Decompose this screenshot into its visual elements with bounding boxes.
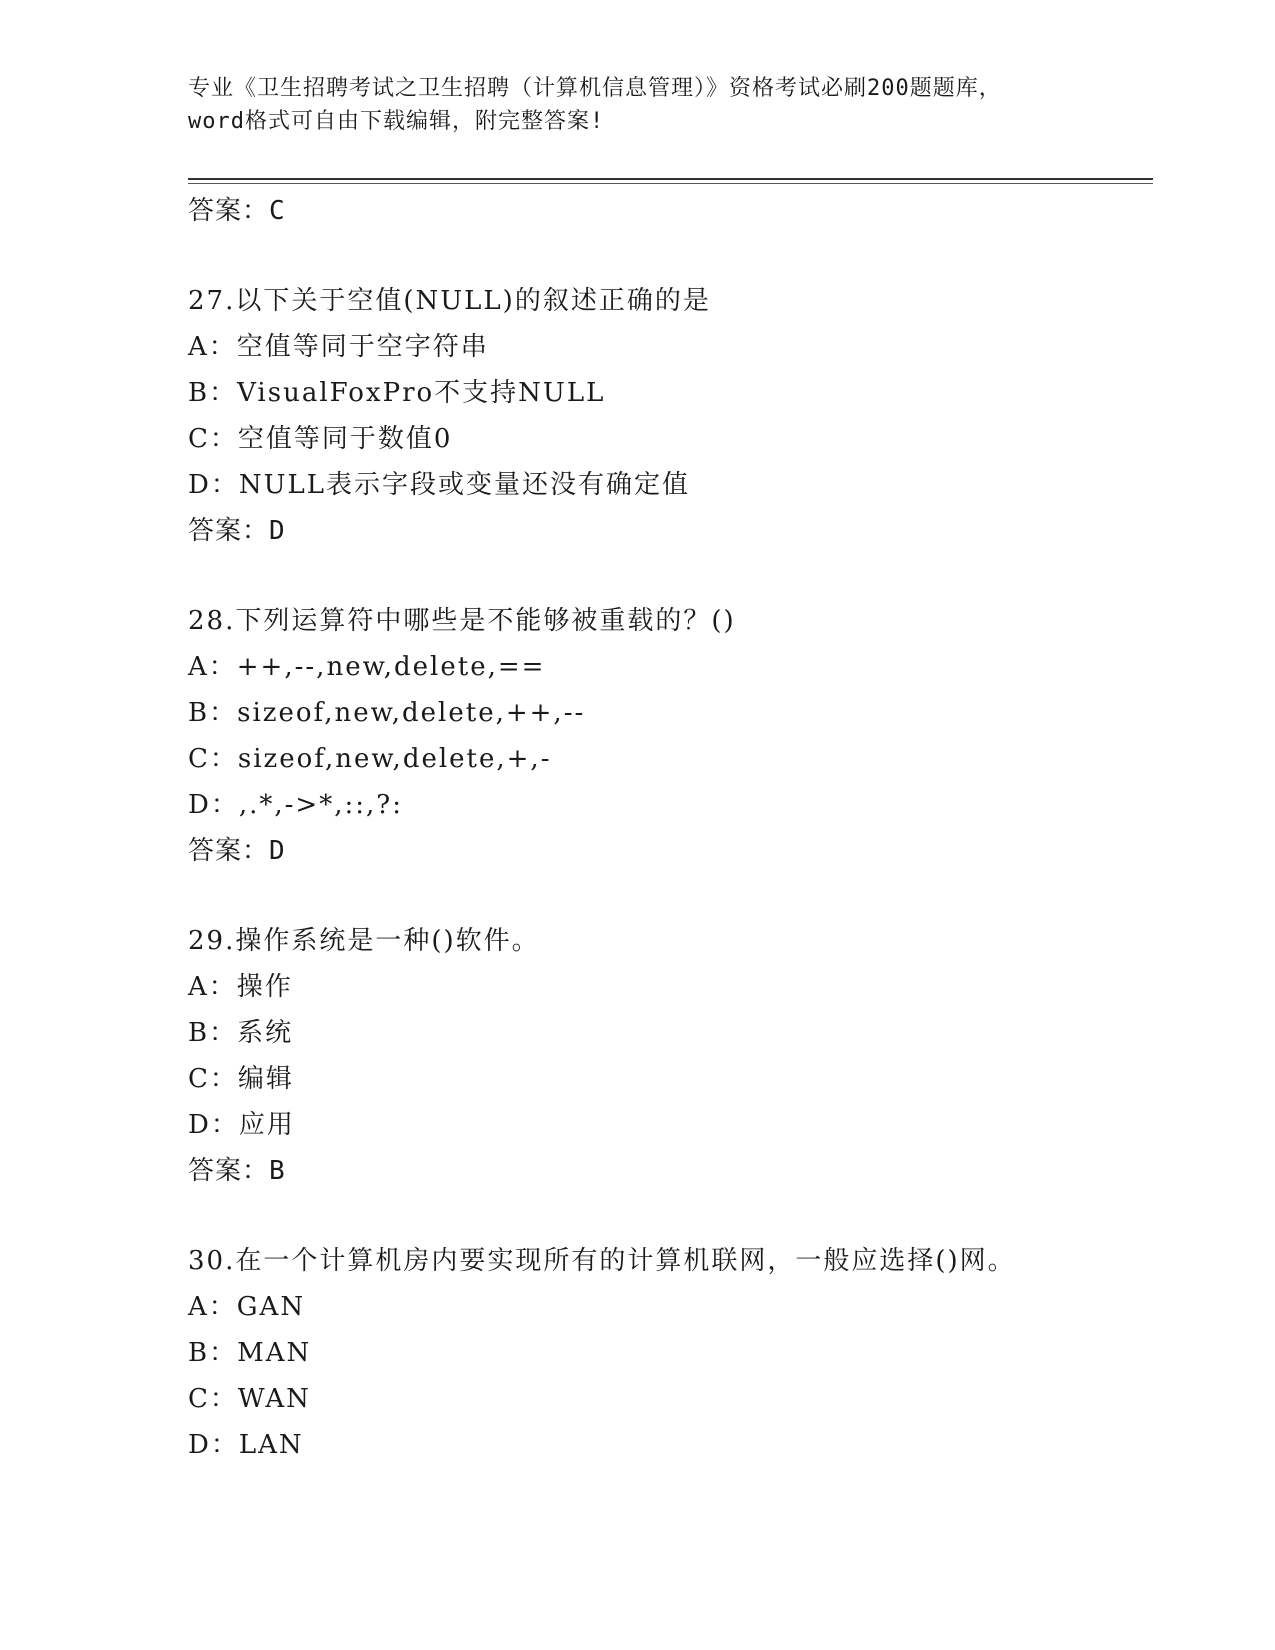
option-d: D：,.*,->*,::,?: <box>188 790 403 820</box>
header-line-1: 专业《卫生招聘考试之卫生招聘（计算机信息管理）》资格考试必刷200题题库， <box>188 76 1002 101</box>
option-c: C：sizeof,new,delete,+,- <box>188 744 552 774</box>
question-text: 30.在一个计算机房内要实现所有的计算机联网，一般应选择()网。 <box>188 1246 1016 1276</box>
option-d: D：LAN <box>188 1430 304 1460</box>
option-c: C：WAN <box>188 1384 311 1414</box>
option-d: D：应用 <box>188 1110 295 1140</box>
option-a: A：++,--,new,delete,== <box>188 652 546 682</box>
option-a: A：空值等同于空字符串 <box>188 332 489 362</box>
question-text: 28.下列运算符中哪些是不能够被重载的？() <box>188 606 736 636</box>
question-text: 29.操作系统是一种()软件。 <box>188 926 540 956</box>
option-b: B：VisualFoxPro不支持NULL <box>188 378 606 408</box>
question-29 <box>188 918 1153 1194</box>
option-c: C：编辑 <box>188 1064 294 1094</box>
header-divider-thin <box>188 183 1153 184</box>
question-28 <box>188 598 1153 874</box>
option-d: D：NULL表示字段或变量还没有确定值 <box>188 470 691 500</box>
option-c: C：空值等同于数值0 <box>188 424 453 454</box>
document-header <box>188 72 1088 138</box>
question-text: 27.以下关于空值(NULL)的叙述正确的是 <box>188 286 711 316</box>
option-a: A：GAN <box>188 1292 306 1322</box>
option-b: B：sizeof,new,delete,++,-- <box>188 698 586 728</box>
header-line-2: word格式可自由下载编辑，附完整答案! <box>188 109 605 134</box>
option-b: B：MAN <box>188 1338 312 1368</box>
option-a: A：操作 <box>188 972 293 1002</box>
option-b: B：系统 <box>188 1018 294 1048</box>
answer-line: 答案：D <box>188 836 286 866</box>
answer-line: 答案：B <box>188 1156 286 1186</box>
question-list <box>188 188 1153 1468</box>
question-27 <box>188 278 1153 554</box>
header-divider-thick <box>188 178 1153 180</box>
question-30 <box>188 1238 1153 1468</box>
answer-line: 答案：C <box>188 196 286 226</box>
answer-line: 答案：D <box>188 516 286 546</box>
